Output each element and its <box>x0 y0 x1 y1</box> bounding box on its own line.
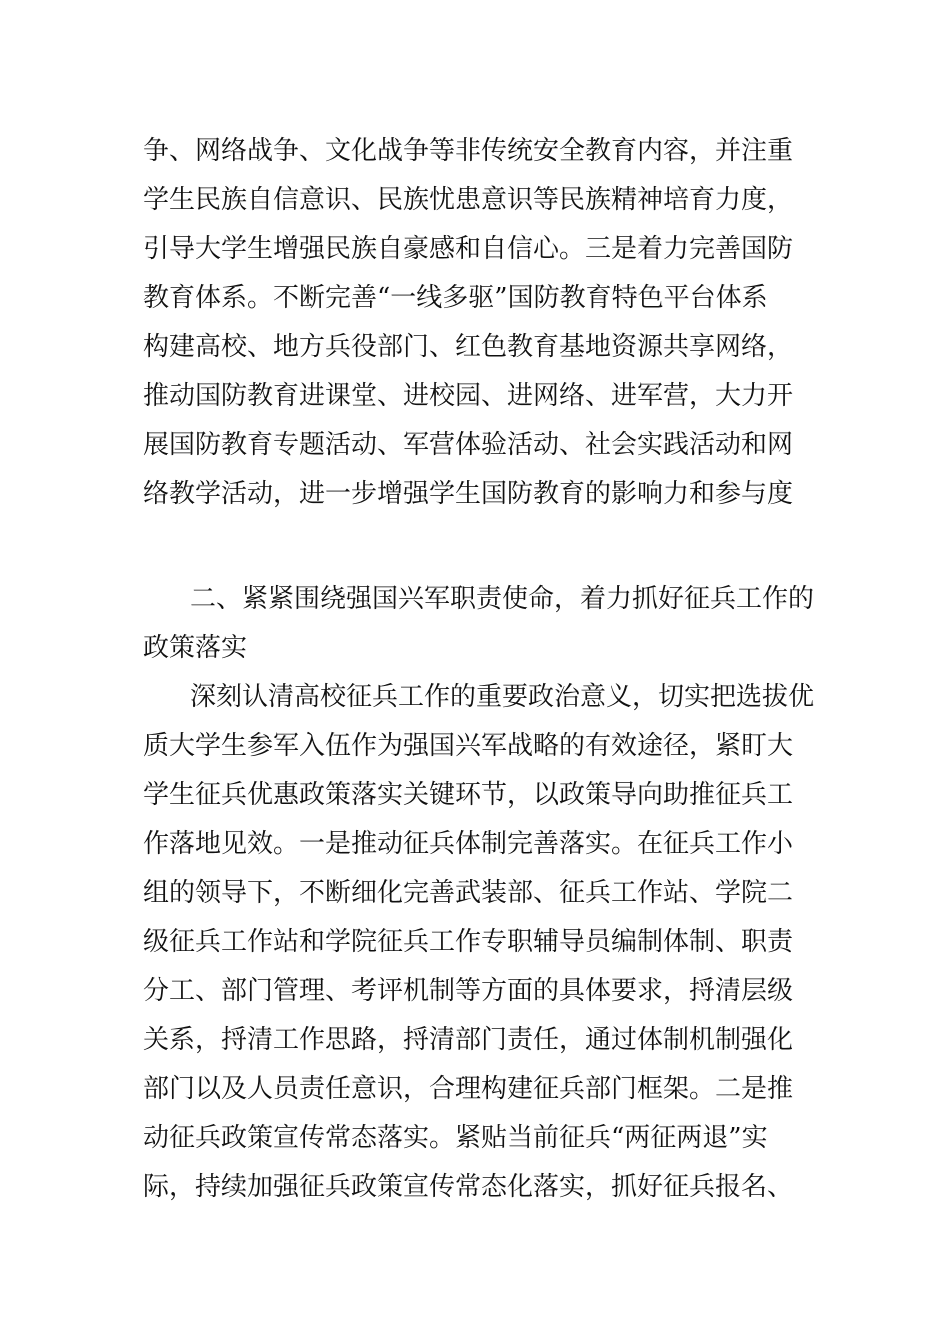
text-line: 学生民族自信意识、民族忧患意识等民族精神培育力度， <box>143 185 794 215</box>
text-line: 学生征兵优惠政策落实关键环节，以政策导向助推征兵工 <box>143 780 794 810</box>
text-line: 争、网络战争、文化战争等非传统安全教育内容，并注重 <box>143 136 794 166</box>
text-line: 级征兵工作站和学院征兵工作专职辅导员编制体制、职责 <box>143 927 794 957</box>
text-line: 分工、部门管理、考评机制等方面的具体要求，捋清层级 <box>143 976 794 1006</box>
text-line: 部门以及人员责任意识，合理构建征兵部门框架。二是推 <box>143 1074 794 1104</box>
text-line: 组的领导下，不断细化完善武装部、征兵工作站、学院二 <box>143 878 794 908</box>
text-line: 教育体系。不断完善“一线多驱”国防教育特色平台体系 <box>143 283 768 313</box>
text-line: 引导大学生增强民族自豪感和自信心。三是着力完善国防 <box>143 234 794 264</box>
text-line: 推动国防教育进课堂、进校园、进网络、进军营，大力开 <box>143 381 794 411</box>
heading-line: 二、紧紧围绕强国兴军职责使命，着力抓好征兵工作的 <box>190 584 815 614</box>
text-line: 深刻认清高校征兵工作的重要政治意义，切实把选拔优 <box>190 682 815 712</box>
text-line: 关系，捋清工作思路，捋清部门责任，通过体制机制强化 <box>143 1025 794 1055</box>
text-line: 构建高校、地方兵役部门、红色教育基地资源共享网络， <box>143 332 794 362</box>
heading-line: 政策落实 <box>143 633 248 663</box>
text-line: 作落地见效。一是推动征兵体制完善落实。在征兵工作小 <box>143 829 794 859</box>
text-line: 络教学活动，进一步增强学生国防教育的影响力和参与度 <box>143 479 794 509</box>
text-line: 质大学生参军入伍作为强国兴军战略的有效途径，紧盯大 <box>143 731 794 761</box>
text-line: 动征兵政策宣传常态落实。紧贴当前征兵“两征两退”实 <box>143 1123 768 1153</box>
text-line: 展国防教育专题活动、军营体验活动、社会实践活动和网 <box>143 430 794 460</box>
text-line: 际，持续加强征兵政策宣传常态化落实，抓好征兵报名、 <box>143 1172 794 1202</box>
